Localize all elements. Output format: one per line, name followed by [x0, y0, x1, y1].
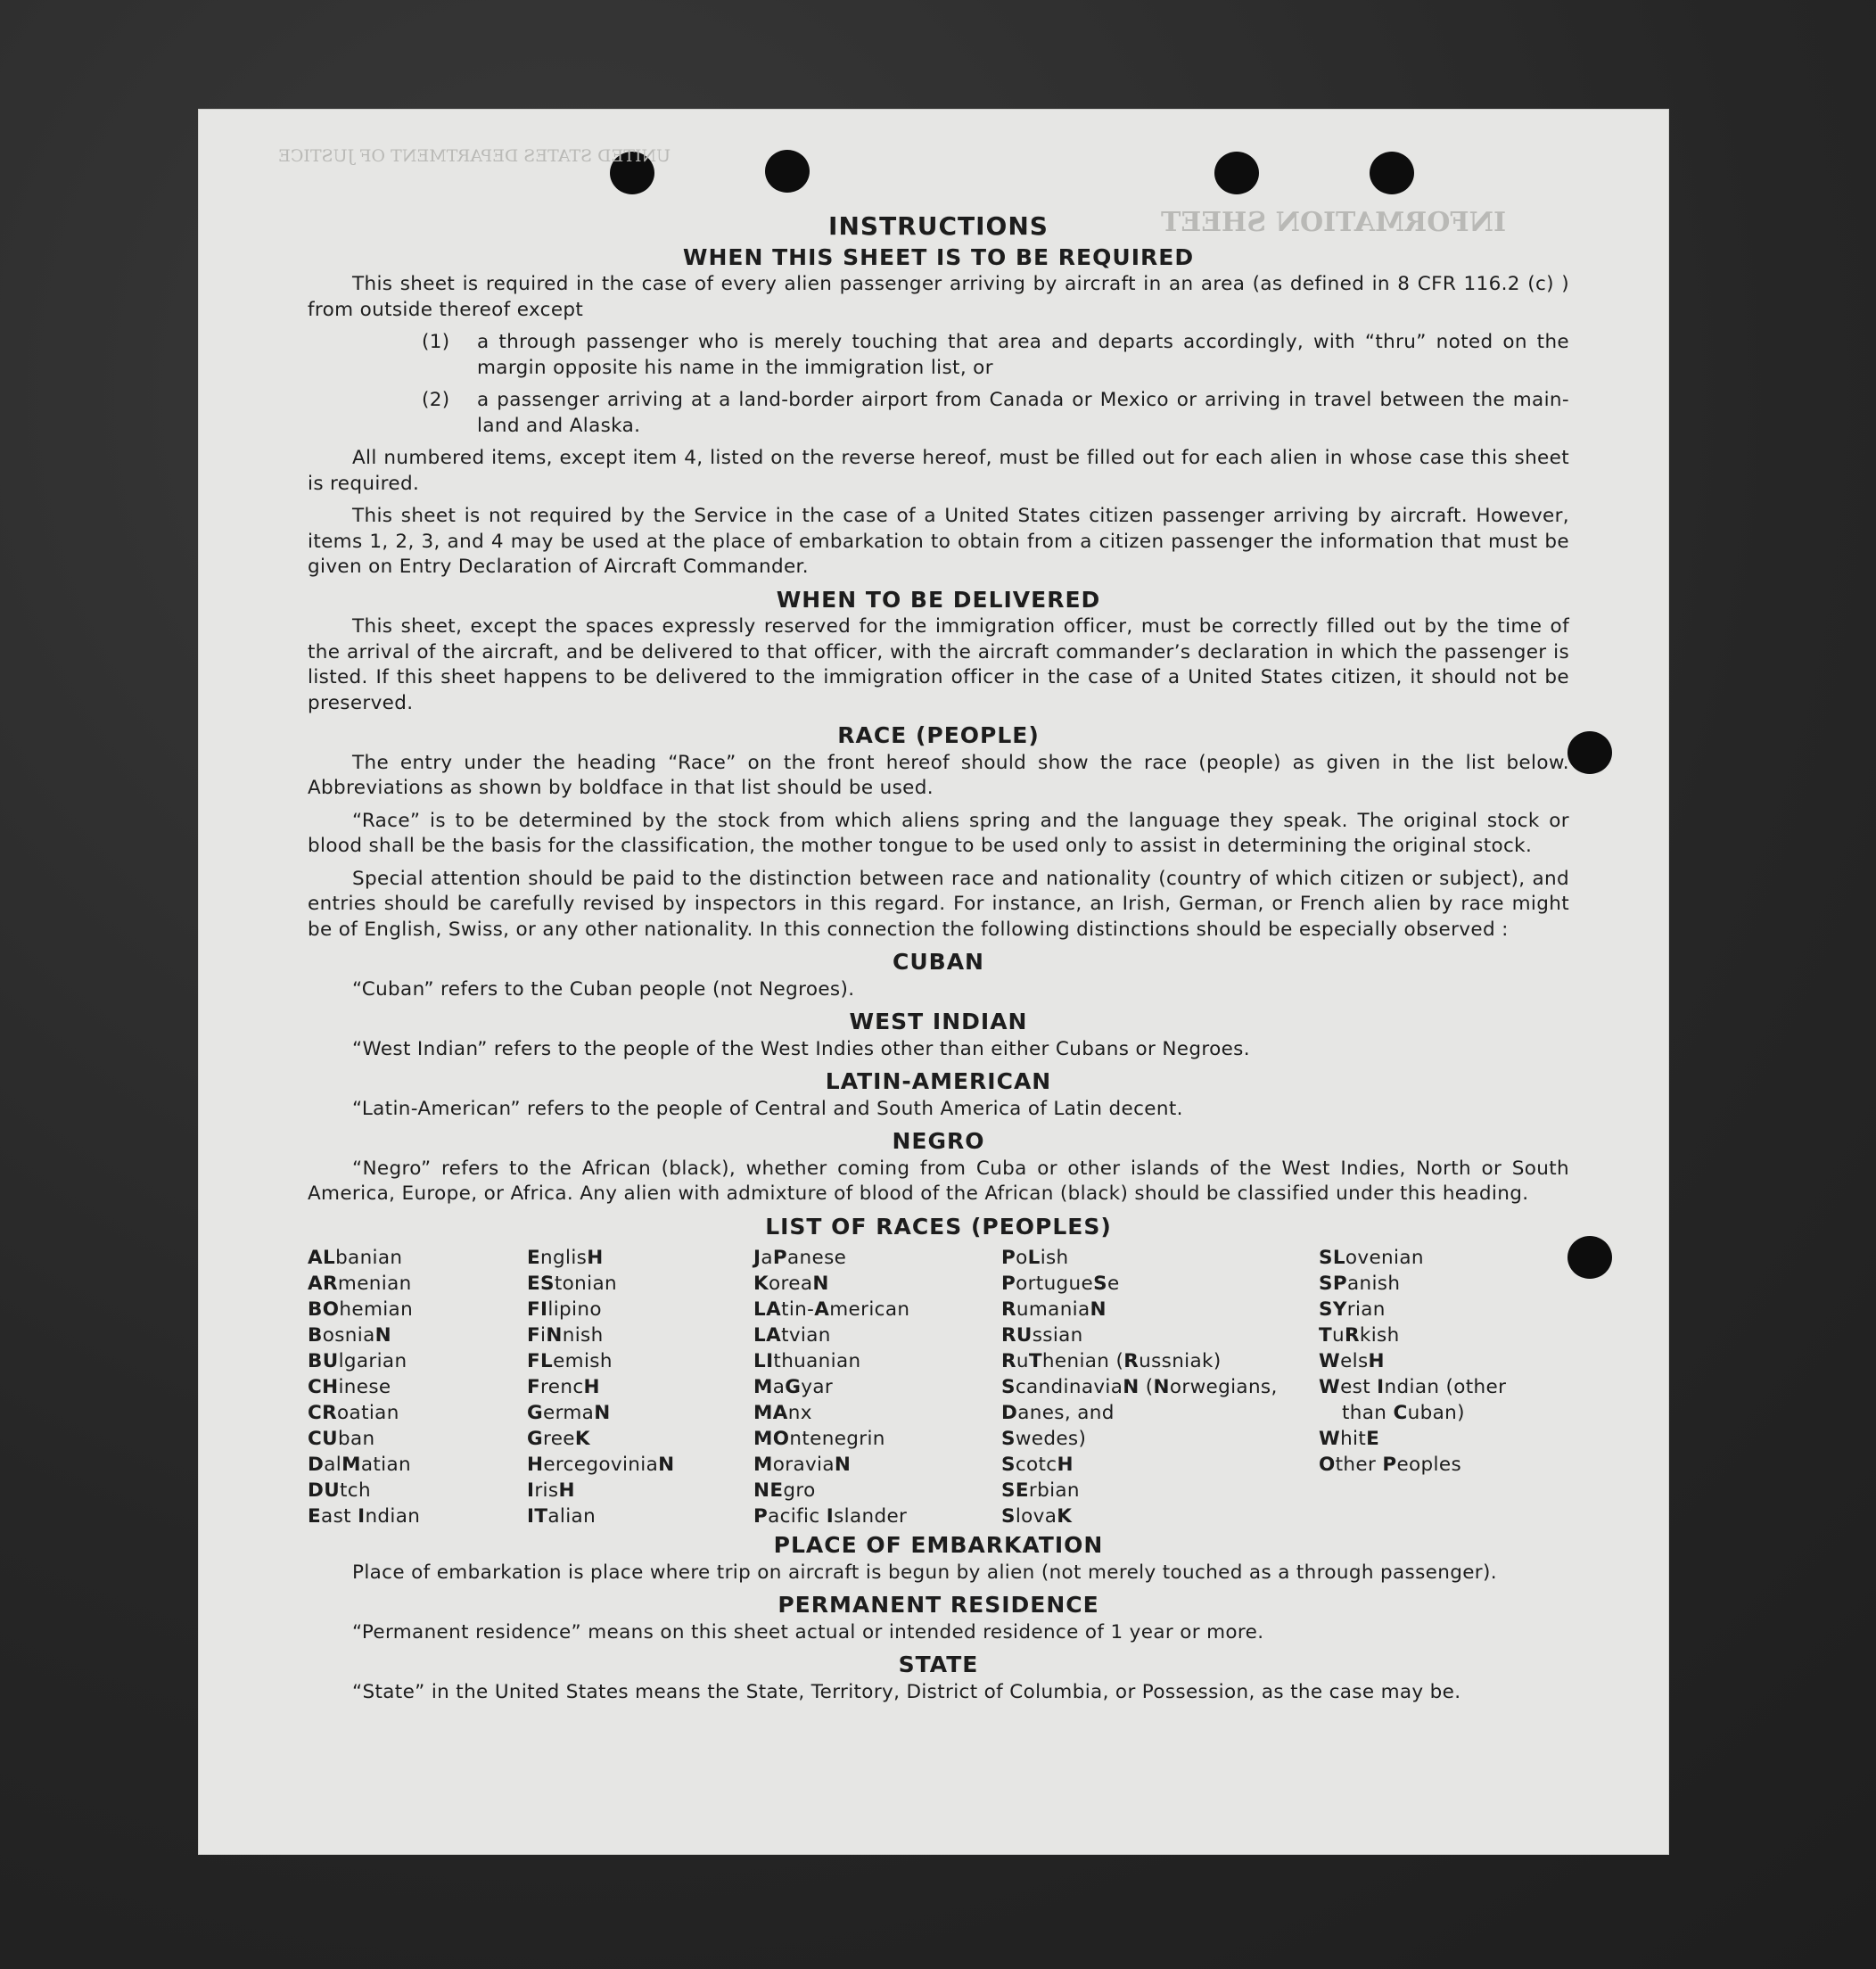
section-heading: LIST OF RACES (PEOPLES): [765, 1213, 1112, 1240]
page-title: INSTRUCTIONS: [828, 211, 1049, 241]
races-column: [753, 1245, 1001, 1529]
paragraph: This sheet is not required by the Service in the case of a United States citizen passenger arriving by aircraft. However, items 1, 2, 3, and 4 may be used at the place of embarkation to obtain from a citizen passenger the information that must be given on Entry Declaration of Aircraft Commander.: [308, 505, 1569, 578]
paragraph: All numbered items, except item 4, listed on the reverse hereof, must be filled out for each alien in whose case this sheet is required.: [308, 447, 1569, 495]
race-entry: MOntenegrin: [753, 1428, 885, 1450]
section-heading: RACE (PEOPLE): [837, 722, 1040, 748]
race-entry: Swedes): [1001, 1428, 1087, 1450]
race-entry: SlovaK: [1001, 1505, 1073, 1528]
race-entry: BOhemian: [308, 1298, 414, 1321]
race-entry: GreeK: [527, 1428, 590, 1450]
race-entry: MAnx: [753, 1402, 812, 1424]
race-entry: JaPanese: [753, 1247, 847, 1269]
paragraph: “Cuban” refers to the Cuban people (not Negroes).: [352, 977, 855, 1001]
paragraph: This sheet is required in the case of every alien passenger arriving by aircraft in an area (as defined in 8 CFR 116.2 (c) ) from outside thereof except: [308, 273, 1569, 321]
race-entry: FrencH: [527, 1376, 600, 1398]
race-entry: West Indian (other: [1319, 1376, 1507, 1398]
race-entry: GermaN: [527, 1402, 611, 1424]
paragraph: “Negro” refers to the African (black), whether coming from Cuba or other islands of the West Indies, North or South America, Europe, or Africa. Any alien with admixture of blood of the African (black) should be classified under this heading.: [308, 1157, 1569, 1205]
race-entry: EnglisH: [527, 1247, 604, 1269]
punch-hole: [1214, 152, 1259, 194]
race-entry: IrisH: [527, 1479, 575, 1502]
document-sheet: [198, 109, 1669, 1855]
races-column: [527, 1245, 753, 1529]
race-entry: SYrian: [1319, 1298, 1386, 1321]
race-entry: DalMatian: [308, 1454, 411, 1476]
race-entry: Danes, and: [1001, 1402, 1115, 1424]
paragraph: “Permanent residence” means on this sheet actual or intended residence of 1 year or more.: [352, 1620, 1264, 1644]
paragraph: “State” in the United States means the State, Territory, District of Columbia, or Possession, as the case may be.: [352, 1680, 1461, 1703]
section-heading: PLACE OF EMBARKATION: [773, 1532, 1104, 1558]
race-entry: ITalian: [527, 1505, 597, 1528]
race-entry: CUban: [308, 1428, 375, 1450]
paragraph: This sheet, except the spaces expressly reserved for the immigration officer, must be correctly filled out by the time of the arrival of the aircraft, and be delivered to that officer, with the aircraft commander’s declaration in which the passenger is listed. If this sheet happens to be delivered to the immigration officer in the case of a United States citizen, it should not be preserved.: [308, 615, 1569, 714]
punch-hole: [1567, 731, 1612, 774]
section-heading: NEGRO: [892, 1128, 985, 1154]
section-heading: CUBAN: [893, 949, 984, 975]
punch-hole: [1370, 152, 1414, 194]
paragraph: The entry under the heading “Race” on the front hereof should show the race (people) as given in the list below. Abbreviations as shown by boldface in that list should be used.: [308, 751, 1569, 799]
section-heading: WEST INDIAN: [849, 1009, 1028, 1034]
races-column: [1001, 1245, 1319, 1529]
race-entry: ALbanian: [308, 1247, 403, 1269]
race-entry: CRoatian: [308, 1402, 399, 1424]
bleedthrough-text: INFORMATION SHEET: [1161, 207, 1507, 238]
races-list: [308, 1245, 1569, 1529]
race-entry: RuThenian (Russniak): [1001, 1350, 1222, 1372]
race-entry: LAtin-American: [753, 1298, 910, 1321]
race-entry: ScotcH: [1001, 1454, 1074, 1476]
paragraph: “West Indian” refers to the people of the West Indies other than either Cubans or Negroes.: [352, 1037, 1250, 1060]
race-entry: PoLish: [1001, 1247, 1069, 1269]
section-heading: WHEN TO BE DELIVERED: [776, 586, 1101, 613]
list-item: [308, 388, 1569, 439]
race-entry: WelsH: [1319, 1350, 1385, 1372]
race-entry: KoreaN: [753, 1273, 829, 1295]
race-entry: East Indian: [308, 1505, 421, 1528]
race-entry: Other Peoples: [1319, 1454, 1462, 1476]
race-entry: than Cuban): [1342, 1402, 1465, 1424]
race-entry: SErbian: [1001, 1479, 1080, 1502]
race-entry: MaGyar: [753, 1376, 834, 1398]
race-entry: CHinese: [308, 1376, 391, 1398]
punch-hole: [1567, 1236, 1612, 1279]
bleedthrough-text: UNITED STATES DEPARTMENT OF JUSTICE: [278, 146, 671, 166]
race-entry: DUtch: [308, 1479, 371, 1502]
race-entry: SPanish: [1319, 1273, 1401, 1295]
race-entry: FIlipino: [527, 1298, 602, 1321]
race-entry: Pacific Islander: [753, 1505, 908, 1528]
race-entry: HercegoviniaN: [527, 1454, 675, 1476]
paragraph: “Latin-American” refers to the people of Central and South America of Latin decent.: [352, 1097, 1183, 1120]
race-entry: ScandinaviaN (Norwegians,: [1001, 1376, 1278, 1398]
race-entry: LIthuanian: [753, 1350, 861, 1372]
race-entry: NEgro: [753, 1479, 816, 1502]
race-entry: LAtvian: [753, 1324, 831, 1347]
race-entry: FLemish: [527, 1350, 613, 1372]
list-item: [308, 330, 1569, 381]
race-entry: EStonian: [527, 1273, 617, 1295]
race-entry: RumaniaN: [1001, 1298, 1107, 1321]
race-entry: TuRkish: [1319, 1324, 1400, 1347]
race-entry: WhitE: [1319, 1428, 1380, 1450]
paragraph: Special attention should be paid to the distinction between race and nationality (country of which citizen or subject), and entries should be carefully revised by inspectors in this regard. For instance, an Irish, German, or French alien by race might be of English, Swiss, or any other nationality. In this connection the following distinctions should be especially observed :: [308, 867, 1569, 941]
section-heading: STATE: [898, 1652, 979, 1677]
race-entry: PortugueSe: [1001, 1273, 1120, 1295]
races-column: [308, 1245, 527, 1529]
race-entry: BosniaN: [308, 1324, 391, 1347]
race-entry: SLovenian: [1319, 1247, 1424, 1269]
paragraph: “Race” is to be determined by the stock from which aliens spring and the language they speak. The original stock or blood shall be the basis for the classification, the mother tongue to be used only to assist in determining the original stock.: [308, 809, 1569, 857]
race-entry: FiNnish: [527, 1324, 604, 1347]
race-entry: MoraviaN: [753, 1454, 852, 1476]
section-heading: PERMANENT RESIDENCE: [778, 1592, 1099, 1618]
item-number: (2): [422, 389, 450, 411]
races-column: [1319, 1245, 1559, 1529]
item-text: a through passenger who is merely touching that area and departs accordingly, with “thru” noted on the margin opposite his name in the immigration list, or: [477, 331, 1569, 379]
race-entry: BUlgarian: [308, 1350, 407, 1372]
section-heading: WHEN THIS SHEET IS TO BE REQUIRED: [682, 243, 1195, 270]
paragraph: Place of embarkation is place where trip on aircraft is begun by alien (not merely touched as a through passenger).: [352, 1561, 1497, 1584]
instructions-content: [308, 211, 1569, 1712]
section-heading: LATIN-AMERICAN: [825, 1068, 1052, 1094]
item-number: (1): [422, 331, 450, 353]
item-text: a passenger arriving at a land-border airport from Canada or Mexico or arriving in travel between the main-land and Alaska.: [477, 389, 1569, 437]
punch-hole: [765, 150, 810, 193]
race-entry: RUssian: [1001, 1324, 1083, 1347]
race-entry: ARmenian: [308, 1273, 412, 1295]
